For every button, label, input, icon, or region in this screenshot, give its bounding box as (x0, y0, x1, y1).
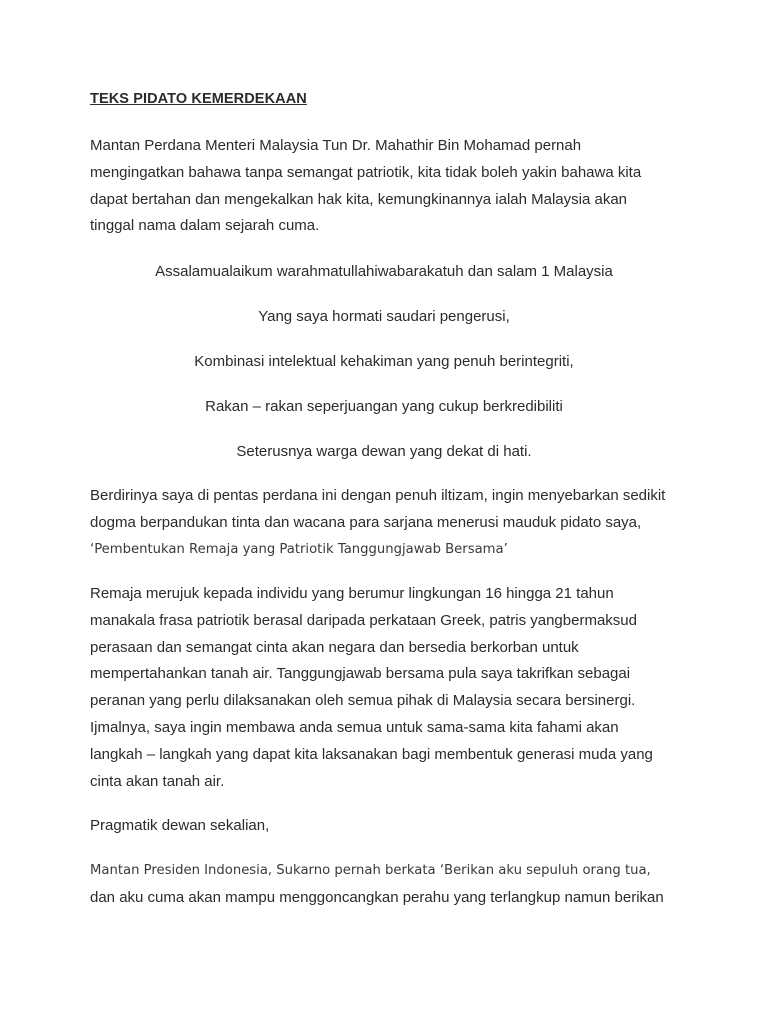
definition-line: manakala frasa patriotik berasal daripada perkataan Greek, patris yangbermaksud (90, 611, 637, 629)
greeting-comrades: Rakan – rakan seperjuangan yang cukup berkredibiliti (205, 398, 563, 415)
sukarno-line: dan aku cuma akan mampu menggoncangkan perahu yang terlangkup namun berikan (90, 888, 664, 906)
greeting-judges: Kombinasi intelektual kehakiman yang penuh berintegriti, (194, 353, 574, 370)
definition-line: cinta akan tanah air. (90, 772, 225, 790)
sukarno-paragraph (90, 858, 680, 912)
intro-line: tinggal nama dalam sejarah cuma. (90, 217, 320, 235)
greeting-audience: Seterusnya warga dewan yang dekat di hati. (236, 443, 532, 460)
definition-line: langkah – langkah yang dapat kita laksanakan bagi membentuk generasi muda yang (90, 745, 653, 763)
address-text: Pragmatik dewan sekalian, (90, 817, 270, 834)
intro-line: Mantan Perdana Menteri Malaysia Tun Dr. Mahathir Bin Mohamad pernah (90, 137, 582, 154)
definition-line: Ijmalnya, saya ingin membawa anda semua untuk sama-sama kita fahami akan (90, 718, 619, 736)
definition-line: perasaan dan semangat cinta akan negara dan bersedia berkorban untuk (90, 638, 579, 656)
definition-line: mempertahankan tanah air. Tanggungjawab bersama pula saya takrifkan sebagai (90, 665, 631, 683)
intro-line: dapat bertahan dan mengekalkan hak kita, kemungkinannya ialah Malaysia akan (90, 190, 628, 208)
intro-paragraph (90, 133, 680, 240)
opening-line: Berdirinya saya di pentas perdana ini dengan penuh iltizam, ingin menyebarkan sedikit (90, 487, 666, 504)
definition-line: Remaja merujuk kepada individu yang berumur lingkungan 16 hingga 21 tahun (90, 585, 614, 602)
document-title: TEKS PIDATO KEMERDEKAAN (90, 91, 307, 107)
intro-line: mengingatkan bahawa tanpa semangat patriotik, kita tidak boleh yakin bahawa kita (90, 163, 642, 181)
opening-paragraph (90, 483, 680, 563)
greeting-salam: Assalamualaikum warahmatullahiwabarakatuh dan salam 1 Malaysia (155, 263, 613, 280)
speech-topic-quote: ‘Pembentukan Remaja yang Patriotik Tanggungjawab Bersama’ (90, 541, 508, 557)
definition-line: peranan yang perlu dilaksanakan oleh semua pihak di Malaysia secara bersinergi. (90, 692, 636, 710)
opening-line: dogma berpandukan tinta dan wacana para sarjana menerusi mauduk pidato saya, (90, 513, 642, 531)
definition-paragraph (90, 581, 680, 795)
sukarno-line: Mantan Presiden Indonesia, Sukarno pernah berkata ‘Berikan aku sepuluh orang tua, (90, 863, 651, 878)
greeting-chairperson: Yang saya hormati saudari pengerusi, (258, 308, 510, 325)
address-line (90, 813, 680, 840)
